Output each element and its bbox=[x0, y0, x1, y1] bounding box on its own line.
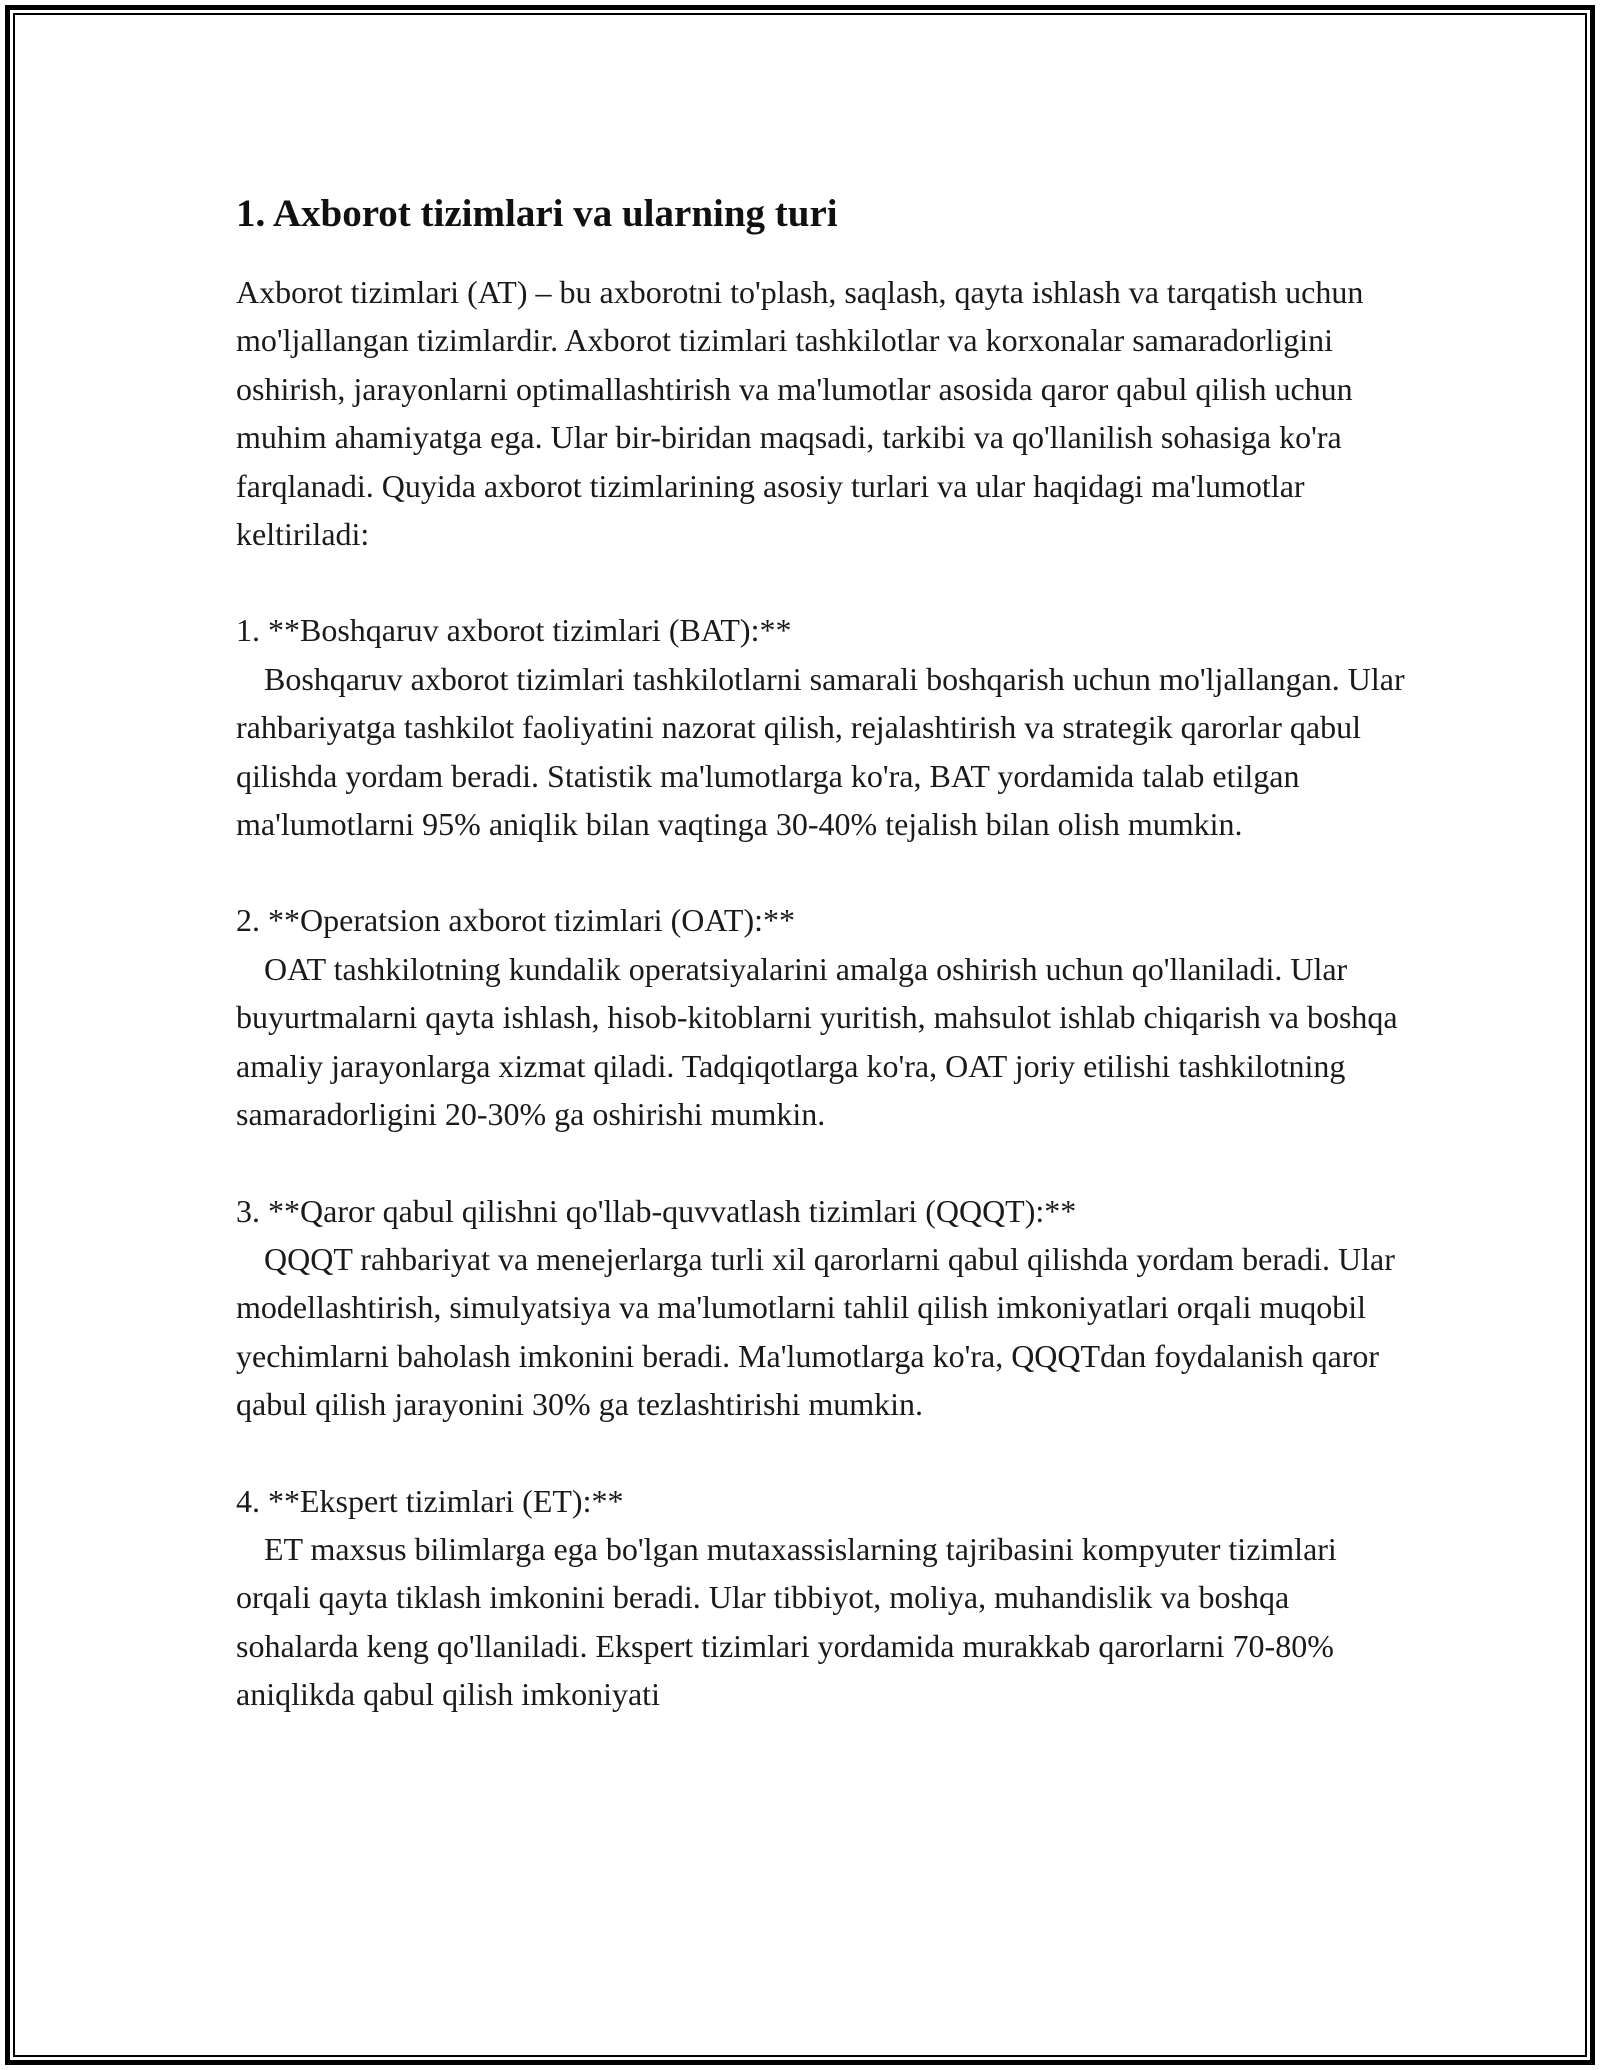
section-heading: 3. **Qaror qabul qilishni qo'llab-quvvatlash tizimlari (QQQT):** bbox=[236, 1192, 1077, 1229]
section-body: QQQT rahbariyat va menejerlarga turli xil qarorlarni qabul qilishda yordam beradi. Ular modellashtirish, simulyatsiya va ma'lumotlarni tahlil qilish imkoniyatlari orqali muqobil yechimlarni baholash imkonini beradi. Ma'lumotlarga ko'ra, QQQTdan foydalanish qaror qabul qilish jarayonini 30% ga tezlashtirishi mumkin. bbox=[236, 1240, 1395, 1423]
section-body: Boshqaruv axborot tizimlari tashkilotlarni samarali boshqarish uchun mo'ljallangan. Ular rahbariyatga tashkilot faoliyatini nazorat qilish, rejalashtirish va strategik qarorlar qabul qilishda yordam beradi. Statistik ma'lumotlarga ko'ra, BAT yordamida talab etilgan ma'lumotlarni 95% aniqlik bilan vaqtinga 30-40% tejalish bilan olish mumkin. bbox=[236, 660, 1405, 843]
section-bat bbox=[236, 606, 1416, 848]
section-heading: 1. **Boshqaruv axborot tizimlari (BAT):** bbox=[236, 612, 792, 649]
section-body: OAT tashkilotning kundalik operatsiyalarini amalga oshirish uchun qo'llaniladi. Ular buyurtmalarni qayta ishlash, hisob-kitoblarni yuritish, mahsulot ishlab chiqarish va boshqa amaliy jarayonlarga xizmat qiladi. Tadqiqotlarga ko'ra, OAT joriy etilishi tashkilotning samaradorligini 20-30% ga oshirishi mumkin. bbox=[236, 950, 1398, 1133]
section-heading: 2. **Operatsion axborot tizimlari (OAT):** bbox=[236, 902, 795, 939]
document-content bbox=[236, 186, 1416, 1719]
section-et bbox=[236, 1477, 1416, 1719]
section-qqqt bbox=[236, 1187, 1416, 1429]
section-oat bbox=[236, 896, 1416, 1138]
page-title: 1. Axborot tizimlari va ularning turi bbox=[236, 192, 838, 235]
section-body: ET maxsus bilimlarga ega bo'lgan mutaxassislarning tajribasini kompyuter tizimlari orqali qayta tiklash imkonini beradi. Ular tibbiyot, moliya, muhandislik va boshqa sohalarda keng qo'llaniladi. Ekspert tizimlari yordamida murakkab qarorlarni 70-80% aniqlikda qabul qilish imkoniyati bbox=[236, 1530, 1337, 1713]
section-heading: 4. **Ekspert tizimlari (ET):** bbox=[236, 1482, 624, 1519]
intro-paragraph: Axborot tizimlari (AT) – bu axborotni to'plash, saqlash, qayta ishlash va tarqatish uchun mo'ljallangan tizimlardir. Axborot tizimlari tashkilotlar va korxonalar samaradorligini oshirish, jarayonlarni optimallashtirish va ma'lumotlar asosida qaror qabul qilish uchun muhim ahamiyatga ega. Ular bir-biridan maqsadi, tarkibi va qo'llanilish sohasiga ko'ra farqlanadi. Quyida axborot tizimlarining asosiy turlari va ular haqidagi ma'lumotlar keltiriladi: bbox=[236, 274, 1372, 553]
